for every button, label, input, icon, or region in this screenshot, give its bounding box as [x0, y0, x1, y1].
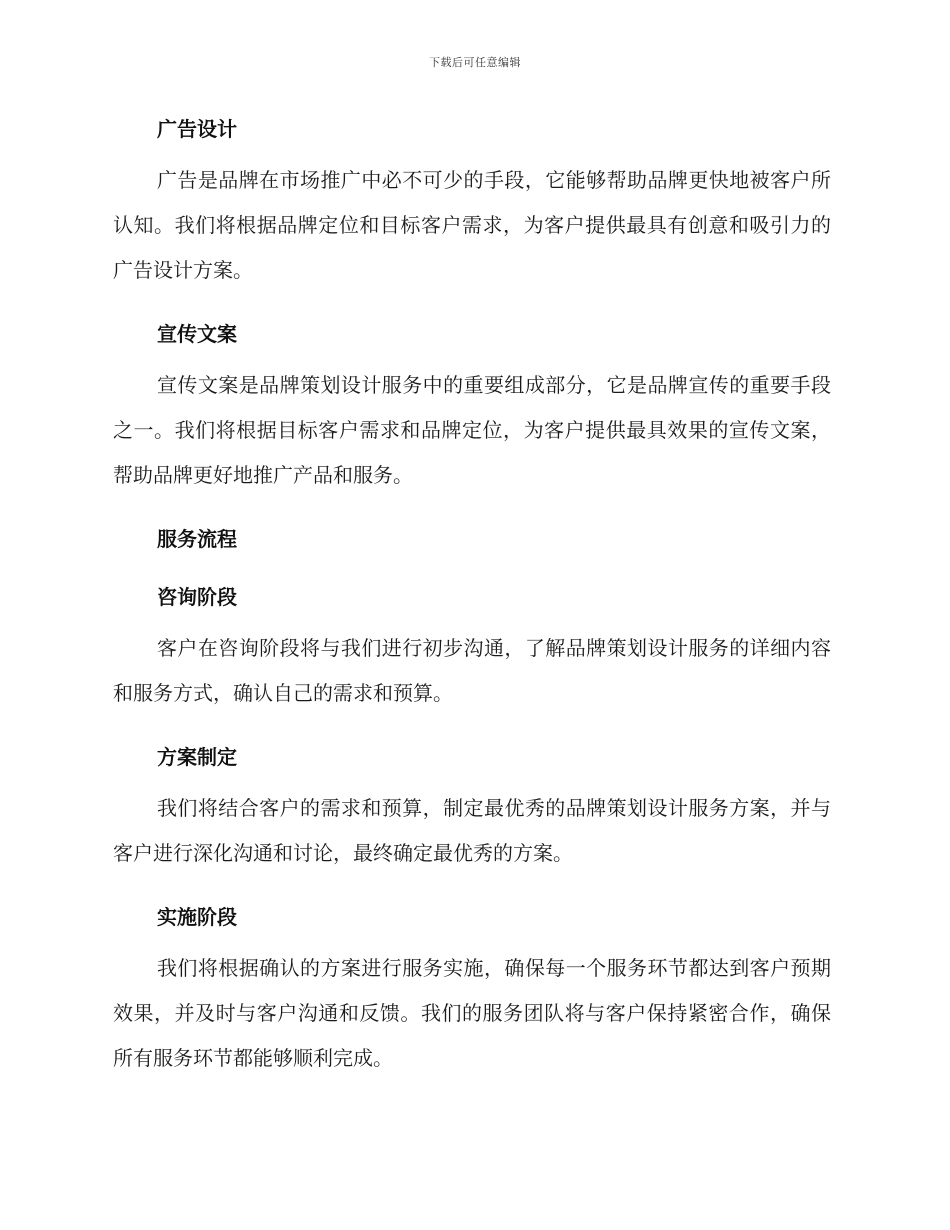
document-body	[113, 112, 831, 1081]
section-heading-copywriting: 宣传文案	[157, 322, 237, 346]
section-heading-consultation: 咨询阶段	[157, 585, 237, 609]
section-heading-ad-design: 广告设计	[157, 117, 237, 141]
section-paragraph-copywriting: 宣传文案是品牌策划设计服务中的重要组成部分，它是品牌宣传的重要手段之一。我们将根据目标客户需求和品牌定位，为客户提供最具效果的宣传文案，帮助品牌更好地推广产品和服务。	[113, 373, 831, 487]
section-paragraph-ad-design: 广告是品牌在市场推广中必不可少的手段，它能够帮助品牌更快地被客户所认知。我们将根据品牌定位和目标客户需求，为客户提供最具有创意和吸引力的广告设计方案。	[113, 168, 831, 282]
section-heading-plan-making: 方案制定	[157, 745, 237, 769]
section-heading-service-process: 服务流程	[157, 527, 237, 551]
section-paragraph-plan-making: 我们将结合客户的需求和预算，制定最优秀的品牌策划设计服务方案，并与客户进行深化沟通和讨论，最终确定最优秀的方案。	[113, 796, 831, 865]
section-paragraph-consultation: 客户在咨询阶段将与我们进行初步沟通，了解品牌策划设计服务的详细内容和服务方式，确认自己的需求和预算。	[113, 636, 831, 705]
section-heading-implementation: 实施阶段	[157, 905, 237, 929]
page-header: 下载后可任意编辑	[429, 56, 521, 69]
section-paragraph-implementation: 我们将根据确认的方案进行服务实施，确保每一个服务环节都达到客户预期效果，并及时与客户沟通和反馈。我们的服务团队将与客户保持紧密合作，确保所有服务环节都能够顺利完成。	[113, 956, 831, 1070]
